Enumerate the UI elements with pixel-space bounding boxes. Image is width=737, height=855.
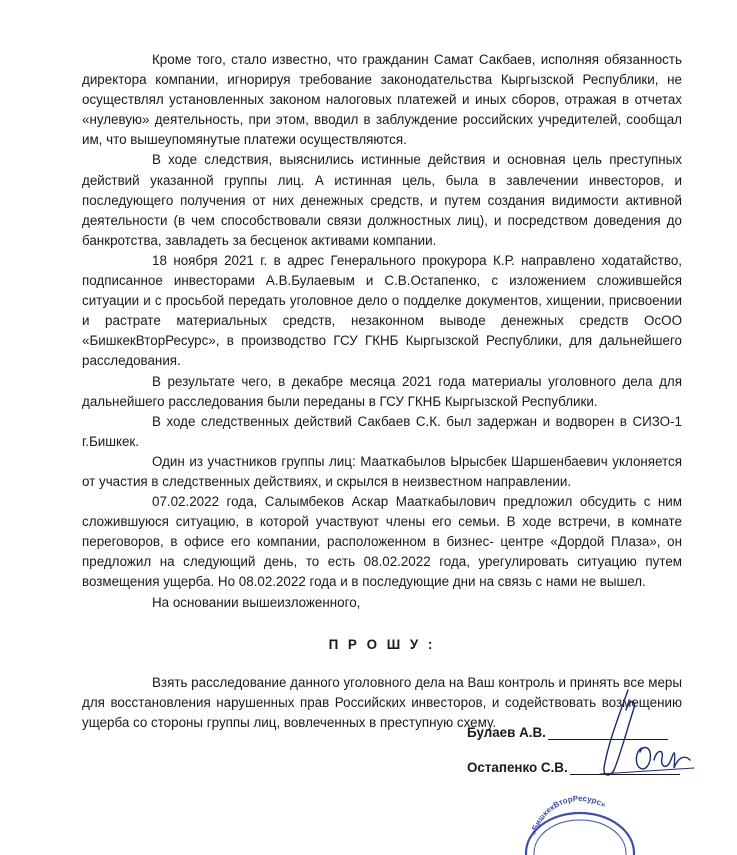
company-stamp xyxy=(520,795,640,855)
letter-body xyxy=(82,50,682,733)
paragraph-case-transfer: В результате чего, в декабре месяца 2021 года материалы уголовного дела для дальнейшего расследования были переданы в ГСУ ГКНБ Кыргызской Республики. xyxy=(82,373,682,409)
paragraph-petition: 18 ноября 2021 г. в адрес Генерального прокурора К.Р. направлено ходатайство, подписанное инвесторами А.В.Булаевым и С.В.Остапенко, с изложением сложившейся ситуации и с просьбой передать уголовное дело о подделке документов, хищении, присвоении и растрате материальных средств, незаконном выводе денежных средств ОсОО «БишкекВторРесурс», в производство ГСУ ГКНБ Кыргызской Республики, для дальнейшего расследования. xyxy=(82,252,682,369)
signatory-name: Булаев А.В. xyxy=(467,725,546,740)
svg-text:«БишкекВторРесурс»: «БишкекВторРесурс» xyxy=(528,795,608,837)
request-paragraph: Взять расследование данного уголовного дела на Ваш контроль и принять все меры для восстановления нарушенных прав Российских инвесторов, и содействовать возмещению ущерба со стороны группы лиц, вовлеченных в преступную схему. xyxy=(82,674,682,730)
handwritten-signature xyxy=(590,688,700,783)
paragraph-fugitive: Один из участников группы лиц: Мааткабылов Ырысбек Шаршенбаевич уклоняется от участия в следственных действиях, и скрылся в неизвестном направлении. xyxy=(82,453,682,489)
paragraph-basis: На основании вышеизложенного, xyxy=(152,594,361,610)
paragraph-meeting: 07.02.2022 года, Салымбеков Аскар Мааткабылович предложил обсудить с ним сложившуюся ситуацию, в которой участвуют члены его семьи. В ходе встречи, в комнате переговоров, в офисе его компании, расположенном в бизнес- центре «Дордой Плаза», он предложил на следующий день, то есть 08.02.2022 года, урегулировать ситуацию путем возмещения ущерба. Но 08.02.2022 года и в последующие дни на связь с нами не вышел. xyxy=(82,494,682,590)
paragraph-investigation-goal: В ходе следствия, выяснились истинные действия и основная цель преступных действий указанной группы лиц. А истинная цель, была в завлечении инвесторов, и последующего получения от них денежных средств, и путем создания видимости активной деятельности (в чем способствовали связи должностных лиц), и посредством доведения до банкротства, завладеть за бесценок активами компании. xyxy=(82,152,682,248)
request-heading: П Р О Ш У : xyxy=(328,636,436,652)
paragraph-tax-violations: Кроме того, стало известно, что гражданин Самат Сакбаев, исполняя обязанность директора компании, игнорируя требование законодательства Кыргызской Республики, не осуществлял установленных законом налоговых платежей и иных сборов, отражая в отчетах «нулевую» деятельность, при этом, вводил в заблуждение российских учредителей, сообщал им, что вышеупомянутые платежи осуществляются. xyxy=(82,52,682,148)
signatory-name: Остапенко С.В. xyxy=(467,760,568,775)
paragraph-detention: В ходе следственных действий Сакбаев С.К. был задержан и водворен в СИЗО-1 г.Бишкек. xyxy=(82,413,682,449)
